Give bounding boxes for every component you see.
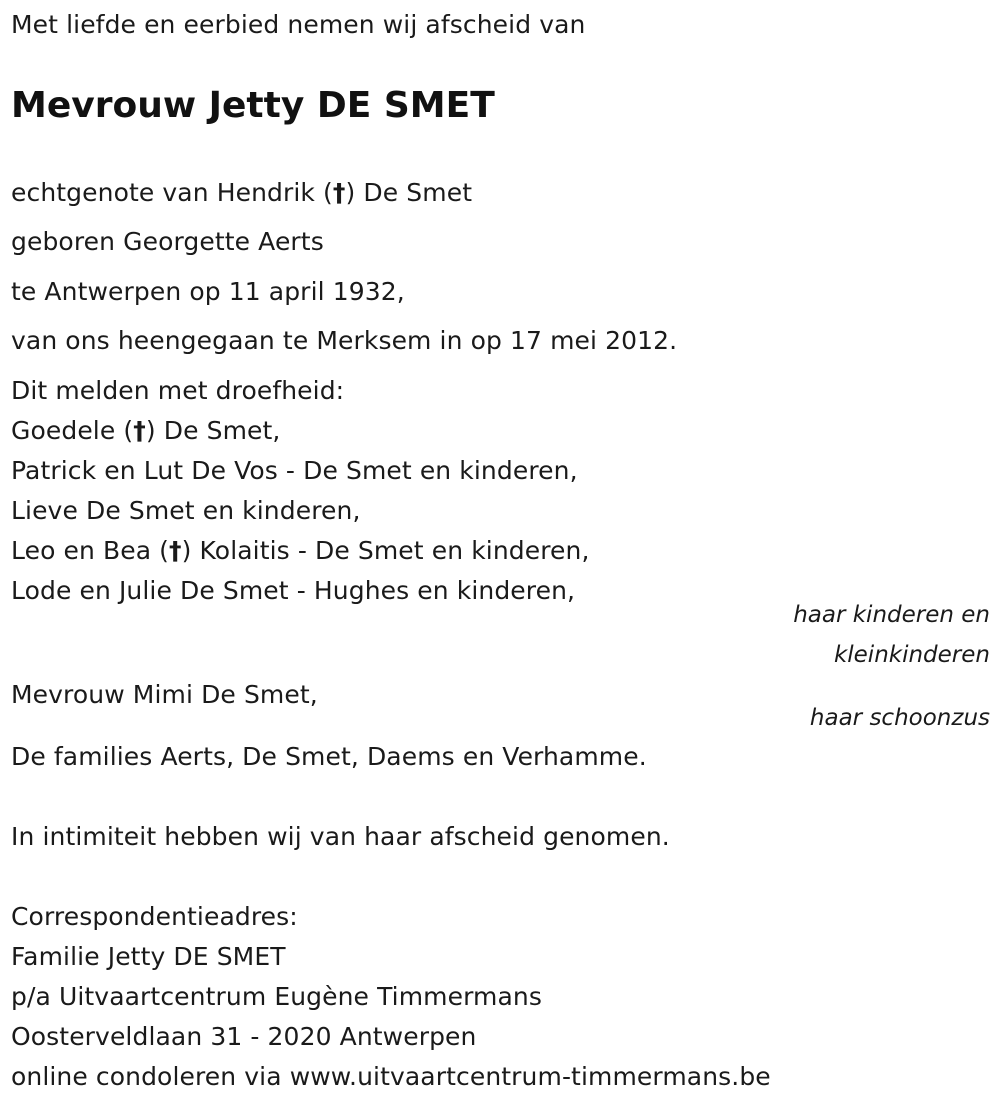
mourner-leo	[11, 536, 590, 566]
online-condolence-line: online condoleren via www.uitvaartcentrum-timmermans.be	[11, 1062, 771, 1091]
correspondence-heading: Correspondentieadres:	[11, 902, 298, 931]
birth-line: te Antwerpen op 11 april 1932,	[11, 277, 405, 306]
leo-prefix: Leo en Bea (	[11, 536, 170, 565]
death-line: van ons heengegaan te Merksem in op 17 mei 2012.	[11, 326, 678, 355]
spouse-prefix: echtgenote van Hendrik (	[11, 178, 333, 207]
families-line: De families Aerts, De Smet, Daems en Verhamme.	[11, 742, 647, 771]
spouse-line	[11, 178, 472, 208]
children-note-line-2: kleinkinderen	[833, 642, 990, 668]
mourner-lieve: Lieve De Smet en kinderen,	[11, 496, 361, 525]
correspondence-address: Oosterveldlaan 31 - 2020 Antwerpen	[11, 1022, 477, 1051]
correspondence-name: Familie Jetty DE SMET	[11, 942, 286, 971]
goedele-suffix: ) De Smet,	[145, 416, 281, 445]
mourner-mimi: Mevrouw Mimi De Smet,	[11, 680, 318, 709]
birth-name-line: geboren Georgette Aerts	[11, 227, 324, 256]
intro-text: Met liefde en eerbied nemen wij afscheid van	[11, 10, 586, 39]
intimacy-line: In intimiteit hebben wij van haar afscheid genomen.	[11, 822, 670, 851]
goedele-prefix: Goedele (	[11, 416, 134, 445]
children-note-line-1: haar kinderen en	[793, 602, 990, 628]
mourner-goedele	[11, 416, 280, 446]
mourners-heading: Dit melden met droefheid:	[11, 376, 345, 405]
leo-suffix: ) Kolaitis - De Smet en kinderen,	[181, 536, 590, 565]
sister-in-law-note: haar schoonzus	[809, 705, 990, 731]
cross-icon: †	[332, 178, 346, 207]
mourner-lode: Lode en Julie De Smet - Hughes en kinderen,	[11, 576, 576, 605]
cross-icon: †	[133, 416, 146, 445]
mourner-patrick: Patrick en Lut De Vos - De Smet en kinderen,	[11, 456, 578, 485]
deceased-name: Mevrouw Jetty DE SMET	[11, 85, 495, 126]
cross-icon: †	[169, 536, 182, 565]
correspondence-care-of: p/a Uitvaartcentrum Eugène Timmermans	[11, 982, 542, 1011]
spouse-suffix: ) De Smet	[345, 178, 473, 207]
